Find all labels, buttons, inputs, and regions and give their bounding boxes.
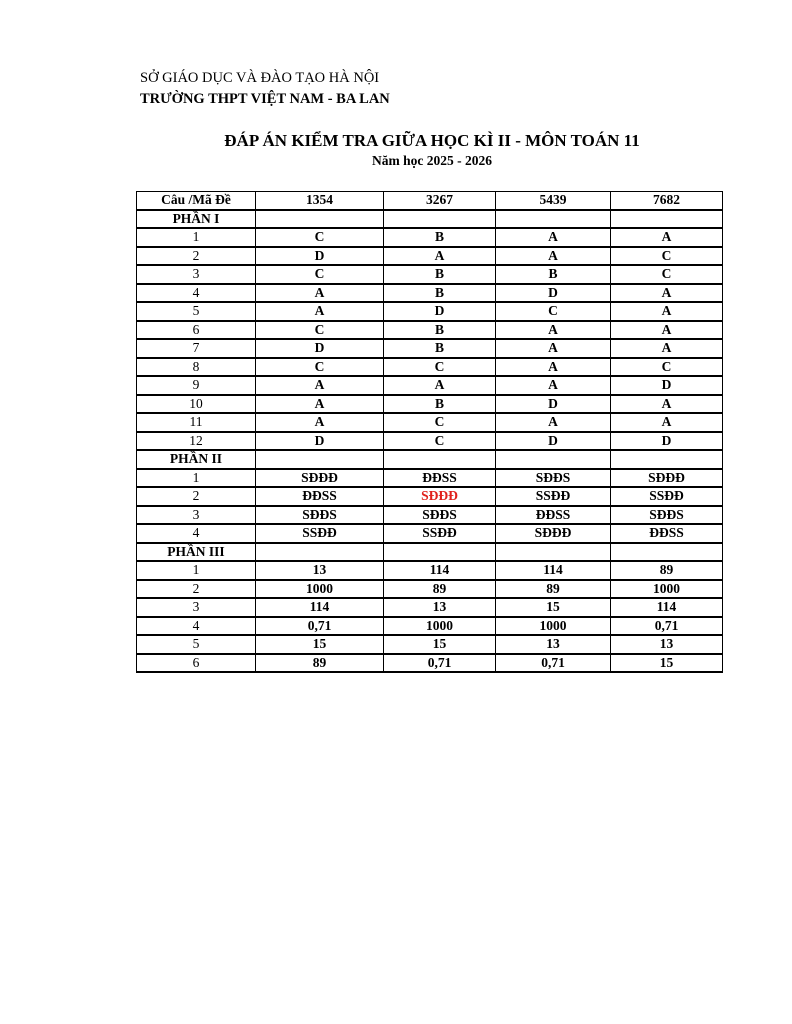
header-code: 3267 — [384, 192, 496, 210]
empty-cell — [384, 450, 496, 469]
document-title: ĐÁP ÁN KIỂM TRA GIỮA HỌC KÌ II - MÔN TOÁN 11 — [224, 131, 640, 150]
answer-cell: A — [496, 247, 611, 266]
school-name: TRƯỜNG THPT VIỆT NAM - BA LAN — [140, 91, 390, 107]
header-code: 7682 — [611, 192, 723, 210]
question-number: 7 — [137, 339, 256, 358]
question-number: 2 — [137, 580, 256, 599]
answer-cell: B — [496, 265, 611, 284]
question-number: 11 — [137, 413, 256, 432]
table-row — [137, 228, 723, 247]
table-row — [137, 432, 723, 451]
answer-cell: B — [384, 228, 496, 247]
table-row — [137, 321, 723, 340]
section-row — [137, 210, 723, 229]
empty-cell — [496, 450, 611, 469]
answer-cell: B — [384, 265, 496, 284]
answer-cell: 114 — [384, 561, 496, 580]
answer-cell: D — [611, 376, 723, 395]
table-row — [137, 580, 723, 599]
answer-cell: 0,71 — [256, 617, 384, 636]
answer-cell: A — [496, 358, 611, 377]
answer-cell: A — [611, 321, 723, 340]
answer-cell: A — [496, 228, 611, 247]
answer-cell: C — [611, 247, 723, 266]
answer-cell: ĐĐSS — [256, 487, 384, 506]
table-row — [137, 413, 723, 432]
answer-cell: B — [384, 395, 496, 414]
section-row — [137, 543, 723, 562]
question-number: 4 — [137, 284, 256, 303]
answer-cell: 1000 — [496, 617, 611, 636]
answer-cell: D — [496, 395, 611, 414]
answer-cell: A — [256, 284, 384, 303]
table-row — [137, 617, 723, 636]
answer-cell: A — [611, 339, 723, 358]
answer-cell: D — [384, 302, 496, 321]
table-row — [137, 339, 723, 358]
header-question-code: Câu /Mã Đề — [137, 192, 256, 210]
question-number: 2 — [137, 247, 256, 266]
answer-cell: 114 — [496, 561, 611, 580]
question-number: 5 — [137, 635, 256, 654]
empty-cell — [384, 210, 496, 229]
answer-cell: SĐĐĐ — [256, 469, 384, 488]
question-number: 6 — [137, 654, 256, 673]
answer-cell: 1000 — [384, 617, 496, 636]
answer-cell: ĐĐSS — [611, 524, 723, 543]
answer-cell: SĐĐĐ — [384, 487, 496, 506]
question-number: 4 — [137, 524, 256, 543]
question-number: 6 — [137, 321, 256, 340]
section-row — [137, 450, 723, 469]
table-row — [137, 469, 723, 488]
answer-cell: 13 — [256, 561, 384, 580]
question-number: 1 — [137, 228, 256, 247]
answer-cell: SĐĐĐ — [611, 469, 723, 488]
header-code: 1354 — [256, 192, 384, 210]
answer-cell: D — [611, 432, 723, 451]
empty-cell — [256, 543, 384, 562]
answer-cell: A — [611, 284, 723, 303]
table-row — [137, 635, 723, 654]
answer-cell: SSĐĐ — [611, 487, 723, 506]
table-row — [137, 247, 723, 266]
answer-cell: A — [256, 376, 384, 395]
answer-key-table — [136, 191, 723, 673]
answer-cell: 0,71 — [611, 617, 723, 636]
header-code: 5439 — [496, 192, 611, 210]
answer-cell: A — [496, 413, 611, 432]
answer-cell: A — [384, 247, 496, 266]
empty-cell — [611, 450, 723, 469]
answer-cell: B — [384, 339, 496, 358]
answer-cell: C — [611, 265, 723, 284]
table-row — [137, 524, 723, 543]
empty-cell — [256, 210, 384, 229]
answer-cell: D — [496, 284, 611, 303]
table-row — [137, 358, 723, 377]
answer-cell: SĐĐĐ — [496, 524, 611, 543]
answer-cell: C — [256, 321, 384, 340]
answer-cell: SSĐĐ — [384, 524, 496, 543]
table-row — [137, 561, 723, 580]
empty-cell — [496, 543, 611, 562]
question-number: 3 — [137, 598, 256, 617]
answer-cell: C — [256, 265, 384, 284]
answer-cell: 13 — [611, 635, 723, 654]
answer-cell: ĐĐSS — [384, 469, 496, 488]
answer-cell: A — [256, 395, 384, 414]
answer-cell: C — [496, 302, 611, 321]
question-number: 10 — [137, 395, 256, 414]
answer-cell: 15 — [496, 598, 611, 617]
answer-cell: A — [256, 302, 384, 321]
answer-cell: SĐĐS — [384, 506, 496, 525]
answer-cell: A — [496, 339, 611, 358]
answer-cell: 89 — [256, 654, 384, 673]
answer-cell: C — [256, 358, 384, 377]
answer-cell: D — [496, 432, 611, 451]
answer-cell: 0,71 — [384, 654, 496, 673]
table-row — [137, 395, 723, 414]
department-name: SỞ GIÁO DỤC VÀ ĐÀO TẠO HÀ NỘI — [140, 70, 380, 86]
answer-cell: 15 — [611, 654, 723, 673]
question-number: 1 — [137, 469, 256, 488]
answer-cell: 114 — [611, 598, 723, 617]
school-year: Năm học 2025 - 2026 — [372, 153, 492, 168]
answer-cell: 1000 — [256, 580, 384, 599]
answer-cell: 89 — [611, 561, 723, 580]
answer-cell: D — [256, 247, 384, 266]
question-number: 2 — [137, 487, 256, 506]
answer-cell: D — [256, 339, 384, 358]
empty-cell — [611, 210, 723, 229]
answer-cell: A — [496, 321, 611, 340]
answer-cell: A — [384, 376, 496, 395]
question-number: 12 — [137, 432, 256, 451]
answer-cell: 15 — [256, 635, 384, 654]
answer-cell: B — [384, 321, 496, 340]
question-number: 5 — [137, 302, 256, 321]
answer-cell: A — [611, 302, 723, 321]
answer-cell: D — [256, 432, 384, 451]
answer-cell: 13 — [496, 635, 611, 654]
answer-cell: 89 — [384, 580, 496, 599]
answer-cell: 15 — [384, 635, 496, 654]
answer-cell: ĐĐSS — [496, 506, 611, 525]
question-number: 1 — [137, 561, 256, 580]
answer-cell: 89 — [496, 580, 611, 599]
answer-cell: C — [384, 358, 496, 377]
empty-cell — [384, 543, 496, 562]
section-label: PHẦN II — [137, 450, 256, 469]
answer-cell: C — [384, 432, 496, 451]
table-row — [137, 284, 723, 303]
empty-cell — [611, 543, 723, 562]
answer-cell: A — [496, 376, 611, 395]
answer-cell: C — [611, 358, 723, 377]
question-number: 9 — [137, 376, 256, 395]
answer-cell: A — [611, 413, 723, 432]
answer-cell: SSĐĐ — [256, 524, 384, 543]
answer-cell: A — [256, 413, 384, 432]
answer-cell: SĐĐS — [256, 506, 384, 525]
table-row — [137, 265, 723, 284]
table-row — [137, 487, 723, 506]
answer-cell: A — [611, 228, 723, 247]
table-row — [137, 506, 723, 525]
table-row — [137, 302, 723, 321]
answer-cell: 0,71 — [496, 654, 611, 673]
answer-cell: C — [384, 413, 496, 432]
answer-cell: SĐĐS — [611, 506, 723, 525]
section-label: PHẦN I — [137, 210, 256, 229]
empty-cell — [256, 450, 384, 469]
answer-cell: 13 — [384, 598, 496, 617]
answer-cell: B — [384, 284, 496, 303]
question-number: 3 — [137, 265, 256, 284]
answer-cell: C — [256, 228, 384, 247]
answer-cell: 114 — [256, 598, 384, 617]
question-number: 3 — [137, 506, 256, 525]
table-row — [137, 598, 723, 617]
answer-cell: A — [611, 395, 723, 414]
table-row — [137, 654, 723, 673]
table-row — [137, 376, 723, 395]
answer-cell: 1000 — [611, 580, 723, 599]
answer-cell: SĐĐS — [496, 469, 611, 488]
question-number: 4 — [137, 617, 256, 636]
question-number: 8 — [137, 358, 256, 377]
answer-cell: SSĐĐ — [496, 487, 611, 506]
section-label: PHẦN III — [137, 543, 256, 562]
empty-cell — [496, 210, 611, 229]
table-header-row — [137, 192, 723, 210]
